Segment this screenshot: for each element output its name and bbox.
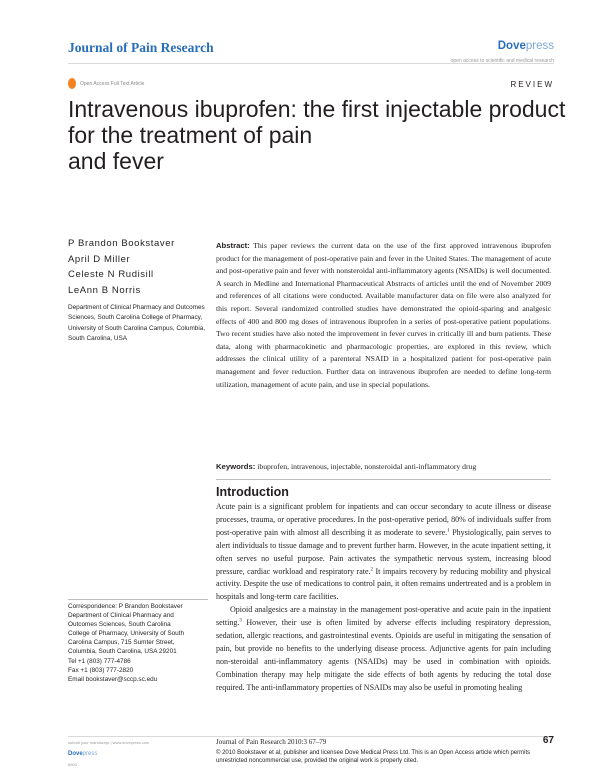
author: Celeste N Rudisill xyxy=(68,269,154,280)
intro-heading: Introduction xyxy=(216,485,289,499)
title-line: and fever xyxy=(68,148,164,174)
submit-link[interactable]: submit your manuscript | www.dovepress.com xyxy=(68,740,150,745)
author: April D Miller xyxy=(68,253,131,265)
affiliation: Department of Clinical Pharmacy and Outcomes Sciences, South Carolina College of Pharmacy, University of South Carolina Campus, Columbia, South Carolina, USA xyxy=(68,304,206,342)
citation-ref: 2 xyxy=(370,566,374,572)
correspondence-line: Email bookstaver@sccp.sc.edu xyxy=(68,675,158,683)
title-line: Intravenous ibuprofen: the first injectable product xyxy=(68,96,566,122)
correspondence-line: Department of Clinical Pharmacy and xyxy=(68,612,174,620)
correspondence xyxy=(68,602,208,684)
author: LeAnn B Norris xyxy=(68,284,141,296)
paragraph xyxy=(216,604,551,694)
header-divider xyxy=(68,63,554,64)
keywords-label: Keywords: xyxy=(216,462,256,471)
correspondence-line: Tel +1 (803) 777-4786 xyxy=(68,657,131,665)
abstract-divider xyxy=(216,479,551,480)
text-run: Acute pain is a significant problem for inpatients and can occur secondary to acute illness or disease processes, trauma, or operative procedures. In the post-operative period, 80% of individuals suffer from post-operative pain with almost all describing it as moderate to severe. xyxy=(216,502,551,537)
author: P Brandon Bookstaver xyxy=(68,238,175,249)
journal-name: Journal of Pain Research xyxy=(68,40,214,55)
correspondence-line: Columbia, South Carolina, USA 29201 xyxy=(68,648,177,656)
text-run: Opioid analgesics are a mainstay in the management post-operative and acute pain in the inpatient setting. xyxy=(216,605,551,628)
footer-code: 6903 xyxy=(68,762,77,767)
correspondence-line: Carolina Campus, 715 Sumter Street, xyxy=(68,639,175,647)
open-access-label xyxy=(68,78,144,89)
intro-body xyxy=(216,501,551,695)
abstract-label: Abstract: xyxy=(216,241,250,250)
open-access-text: Open Access Full Text Article xyxy=(80,80,145,87)
brand-bold: Dove xyxy=(497,40,526,52)
publisher-logo xyxy=(498,40,554,52)
correspondence-line: Fax +1 (803) 777-2820 xyxy=(68,666,134,674)
citation-ref: 1 xyxy=(447,528,450,534)
brand-light: press xyxy=(525,40,554,52)
brand-light: press xyxy=(82,751,98,757)
open-access-icon xyxy=(68,78,76,89)
article-title xyxy=(68,96,566,174)
keywords-text: ibuprofen, intravenous, injectable, nonsteroidal anti-inflammatory drug xyxy=(257,462,477,471)
correspondence-line: College of Pharmacy, University of South xyxy=(68,630,185,638)
author-list xyxy=(68,236,175,298)
brand-bold: Dove xyxy=(68,751,83,757)
article-type: REVIEW xyxy=(510,80,554,89)
keywords xyxy=(216,461,551,473)
text-run: Physiologically, pain serves to alert individuals to tissue damage and to prevent further harm. However, in the acute inpatient setting, it often serves no useful purpose. Pain activates the sympathetic nervous system, increasing blood pressure, cardiac workload and respiratory rate. xyxy=(216,527,552,576)
copyright-notice: © 2010 Bookstaver et al, publisher and licensee Dove Medical Press Ltd. This is an Open Access article which permits unrestricted noncommercial use, provided the original work is properly cited. xyxy=(216,750,531,764)
text-run: It impairs recovery by reducing mobility and physical activity. Despite the use of medications to control pain, it often remains undertreated and is a problem in hospitals and long-term care facilities. xyxy=(216,566,551,602)
abstract xyxy=(216,240,551,391)
correspondence-line: Correspondence: P Brandon Bookstaver xyxy=(68,603,183,610)
abstract-text: This paper reviews the current data on the use of the first approved intravenous ibuprofen product for the management of post-operative pain and fever in the United States. The management of acute and post-operative pain and fever with nonsteroidal anti-inflammatory agents (NSAIDs) is well documented. A search in Medline and International Pharmaceutical Abstracts of articles until the end of November 2009 and references of all citations were conducted. Available manufacturer data on file were also analyzed for this report. Several randomized controlled studies have demonstrated the opioid-sparing and analgesic effects of 400 and 800 mg doses of intravenous ibuprofen in a series of post-operative patient populations. Two recent studies have also noted the improvement in fever curves in critically ill and burn patients. These data, along with pharmacokinetic and pharmacologic properties, are explored in this review, which addresses the clinical utility of a parenteral NSAID in a hospitalized patient for post-operative pain management and fever reduction. Further data on intravenous ibuprofen are needed to define long-term utilization, management of acute pain, and use in special populations. xyxy=(216,241,551,389)
footer-divider xyxy=(68,736,554,737)
text-run: However, their use is often limited by adverse effects including respiratory depression, sedation, allergic reactions, and gastrointestinal events. Opioids are useful in mitigating the sensation of pain, but provide no benefits to the underlying disease process. Adjunctive agents for pain including non-steroidal anti-inflammatory agents (NSAIDs) may be used in combination with opioids. Combination therapy may help mitigate the side effects of both agents by reducing the total dose required. The anti-inflammatory properties of NSAIDs may also be useful in promoting healing xyxy=(216,618,551,692)
citation-ref: 3 xyxy=(239,618,242,624)
paragraph xyxy=(216,501,551,604)
correspondence-divider xyxy=(68,599,208,600)
footer-publisher-logo xyxy=(68,751,97,757)
journal-citation: Journal of Pain Research 2010:3 67–79 xyxy=(216,738,327,746)
title-line: for the treatment of pain xyxy=(68,122,313,148)
publisher-tagline: open access to scientific and medical research xyxy=(450,58,554,64)
correspondence-line: Outcomes Sciences, South Carolina xyxy=(68,621,171,629)
page-number: 67 xyxy=(542,735,554,746)
